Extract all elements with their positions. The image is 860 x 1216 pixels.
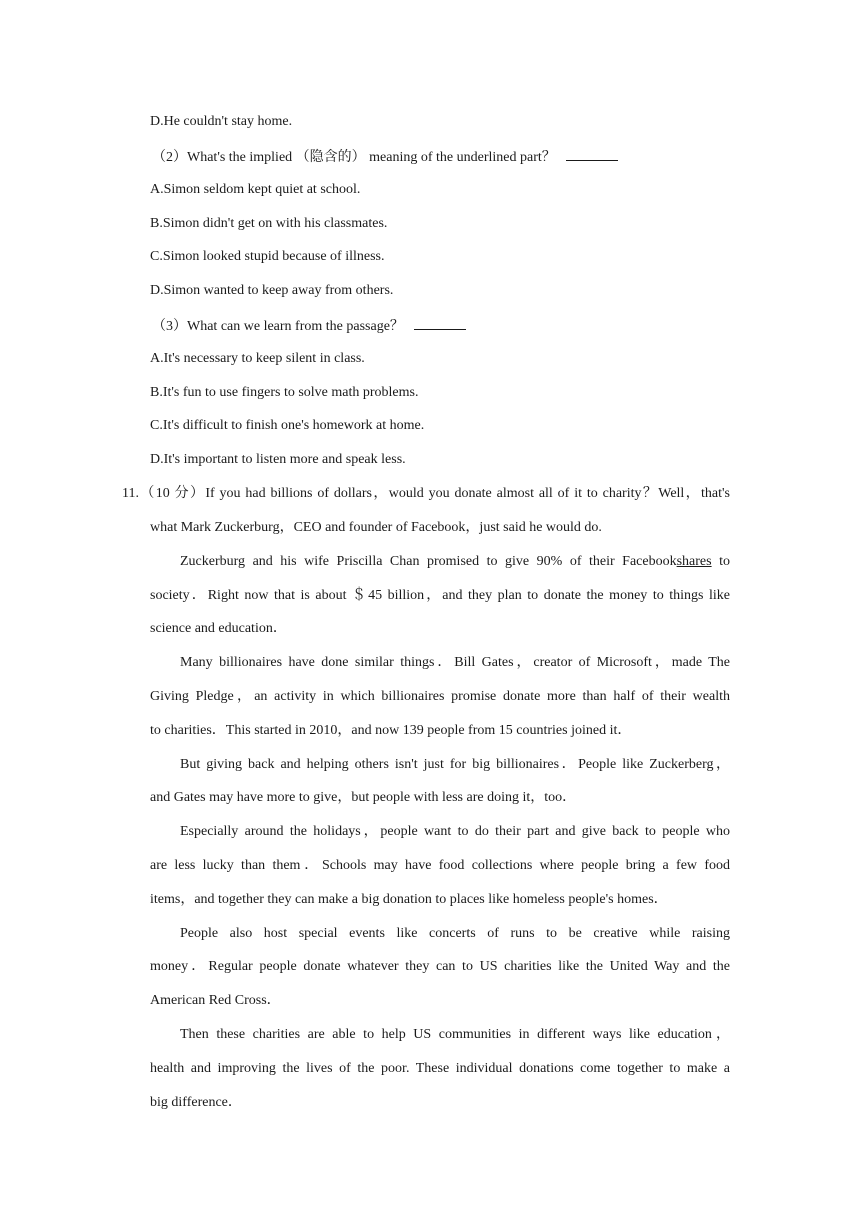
q11-p4-line3: items，and together they can make a big donation to places like homeless people's homes． — [150, 892, 668, 907]
q10-q2-option-d: D.Simon wanted to keep away from others. — [150, 283, 394, 298]
q11-p6-line1: Then these charities are able to help US communities in different ways like education， — [180, 1027, 730, 1042]
q11-p5-line1: People also host special events like concerts of runs to be creative while raising — [180, 926, 730, 941]
q11-line2: what Mark Zuckerburg，CEO and founder of Facebook，just said he would do. — [150, 520, 602, 535]
q10-q3-option-d: D.It's important to listen more and speak less. — [150, 452, 406, 467]
q11-p2-line1: Many billionaires have done similar things．Bill Gates，creator of Microsoft，made The — [180, 655, 730, 670]
q10-q3-option-b: B.It's fun to use fingers to solve math problems. — [150, 385, 419, 400]
q11-p1-line1-tail: to — [711, 554, 730, 569]
q11-p2-line3: to charities．This started in 2010，and now 139 people from 15 countries joined it． — [150, 723, 632, 738]
q10-q2-option-a: A.Simon seldom kept quiet at school. — [150, 182, 361, 197]
q11-p4-line2: are less lucky than them．Schools may have food collections where people bring a few food — [150, 858, 730, 873]
q11-p3-line1: But giving back and helping others isn't just for big billionaires．People like Zuckerberg， — [180, 757, 730, 772]
q10-q1-option-d: D.He couldn't stay home. — [150, 114, 293, 129]
q11-first-line — [122, 484, 730, 504]
q11-p6-line3: big difference． — [150, 1095, 242, 1110]
q11-p5-line2: money．Regular people donate whatever they can to US charities like the United Way and the — [150, 959, 730, 974]
q10-q3-prompt — [152, 315, 466, 337]
q10-q3-option-a: A.It's necessary to keep silent in class. — [150, 351, 365, 366]
q11-p1-line1 — [180, 552, 730, 572]
q10-q2-option-c: C.Simon looked stupid because of illness. — [150, 249, 385, 264]
q11-p1-line3: science and education． — [150, 621, 287, 636]
q11-p1-line1-text: Zuckerburg and his wife Priscilla Chan promised to give 90% of their Facebook — [180, 554, 677, 569]
answer-blank-3 — [414, 315, 466, 330]
q11-p3-line2: and Gates may have more to give，but people with less are doing it，too． — [150, 790, 577, 805]
q11-p2-line2: Giving Pledge，an activity in which billionaires promise donate more than half of their wealth — [150, 689, 730, 704]
q11-p6-line2: health and improving the lives of the poor. These individual donations come together to make a — [150, 1061, 730, 1076]
q11-number: 11. — [122, 486, 139, 501]
q10-q2-option-b: B.Simon didn't get on with his classmates. — [150, 216, 388, 231]
q11-score: （10 分） — [138, 486, 206, 501]
q11-p5-line3: American Red Cross． — [150, 993, 281, 1008]
q11-p1-line2: society．Right now that is about ＄45 billion，and they plan to donate the money to things like — [150, 588, 730, 603]
underlined-word-shares: shares — [676, 554, 712, 569]
q10-q2-prompt — [152, 146, 618, 168]
q10-q2-text: （2）What's the implied （隐含的） meaning of the underlined part？ — [152, 150, 556, 165]
q11-line1: If you had billions of dollars，would you donate almost all of it to charity？Well，that's — [205, 486, 731, 501]
q11-p4-line1: Especially around the holidays，people want to do their part and give back to people who — [180, 824, 730, 839]
answer-blank-2 — [566, 146, 618, 161]
q10-q3-text: （3）What can we learn from the passage？ — [152, 319, 404, 334]
q10-q3-option-c: C.It's difficult to finish one's homework at home. — [150, 418, 425, 433]
